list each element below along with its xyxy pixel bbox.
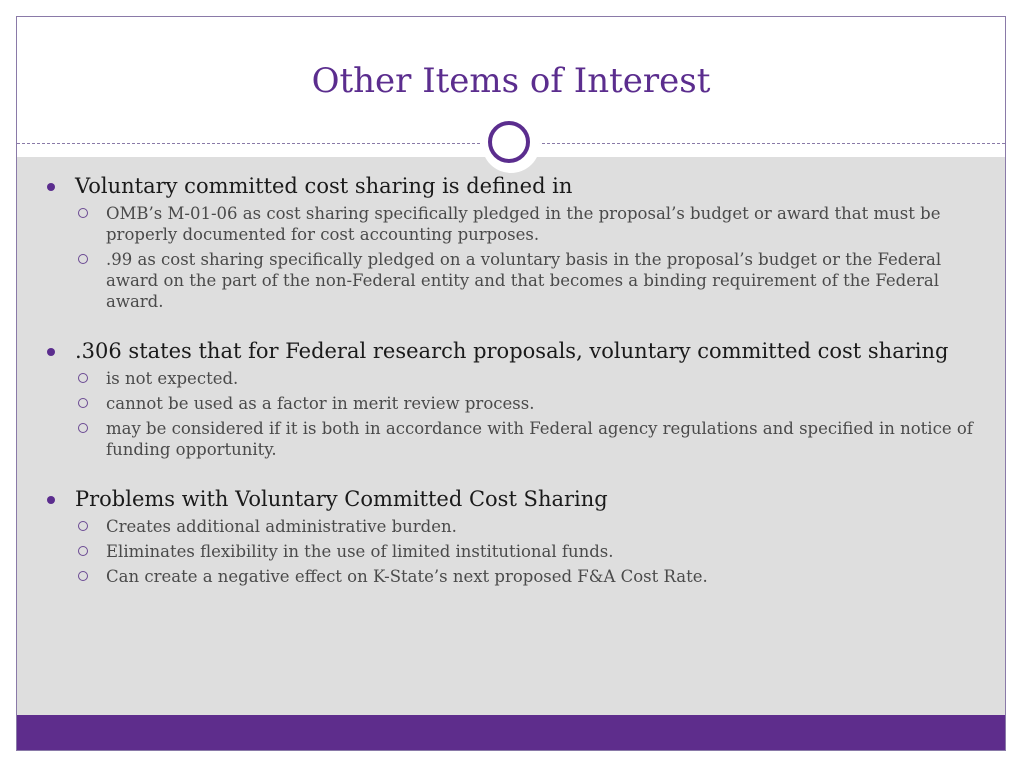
sub-bullet-text: is not expected. — [106, 369, 239, 388]
circle-ornament-icon — [488, 121, 530, 163]
sub-bullet-item — [17, 516, 1005, 537]
bullet-group-1 — [17, 173, 1005, 312]
bullet-item — [17, 486, 1005, 512]
sub-bullet-item — [17, 418, 1005, 460]
hollow-circle-icon — [78, 254, 88, 264]
bullet-text: Voluntary committed cost sharing is defined in — [75, 174, 573, 198]
bullet-dot-icon — [47, 348, 55, 356]
bullet-text: Problems with Voluntary Committed Cost Sharing — [75, 487, 608, 511]
hollow-circle-icon — [78, 373, 88, 383]
hollow-circle-icon — [78, 571, 88, 581]
bullet-group-2 — [17, 338, 1005, 460]
bullet-dot-icon — [47, 496, 55, 504]
hollow-circle-icon — [78, 521, 88, 531]
bullet-group-3 — [17, 486, 1005, 587]
slide-title: Other Items of Interest — [311, 61, 711, 101]
sub-bullet-item — [17, 249, 1005, 312]
slide — [16, 16, 1006, 751]
sub-bullet-text: cannot be used as a factor in merit review process. — [106, 394, 535, 413]
sub-bullet-item — [17, 566, 1005, 587]
hollow-circle-icon — [78, 398, 88, 408]
footer-bar — [17, 715, 1005, 750]
sub-bullet-text: OMB’s M-01-06 as cost sharing specifically pledged in the proposal’s budget or award that must be properly documented for cost accounting purposes. — [106, 204, 941, 244]
sub-bullet-text: Can create a negative effect on K-State’s next proposed F&A Cost Rate. — [106, 567, 708, 586]
bullet-item — [17, 173, 1005, 199]
bullet-list — [17, 173, 1005, 613]
sub-bullet-text: Eliminates flexibility in the use of limited institutional funds. — [106, 542, 614, 561]
sub-bullet-item — [17, 393, 1005, 414]
bullet-text: .306 states that for Federal research proposals, voluntary committed cost sharing — [75, 339, 949, 363]
hollow-circle-icon — [78, 546, 88, 556]
sub-bullet-item — [17, 541, 1005, 562]
sub-bullet-item — [17, 203, 1005, 245]
sub-bullet-item — [17, 368, 1005, 389]
bullet-item — [17, 338, 1005, 364]
sub-bullet-text: Creates additional administrative burden. — [106, 517, 457, 536]
hollow-circle-icon — [78, 423, 88, 433]
sub-bullet-text: .99 as cost sharing specifically pledged on a voluntary basis in the proposal’s budget or the Federal award on the part of the non-Federal entity and that becomes a binding requirement of the Federal award. — [106, 250, 942, 311]
sub-bullet-text: may be considered if it is both in accordance with Federal agency regulations and specified in notice of funding opportunity. — [106, 419, 973, 459]
hollow-circle-icon — [78, 208, 88, 218]
bullet-dot-icon — [47, 183, 55, 191]
